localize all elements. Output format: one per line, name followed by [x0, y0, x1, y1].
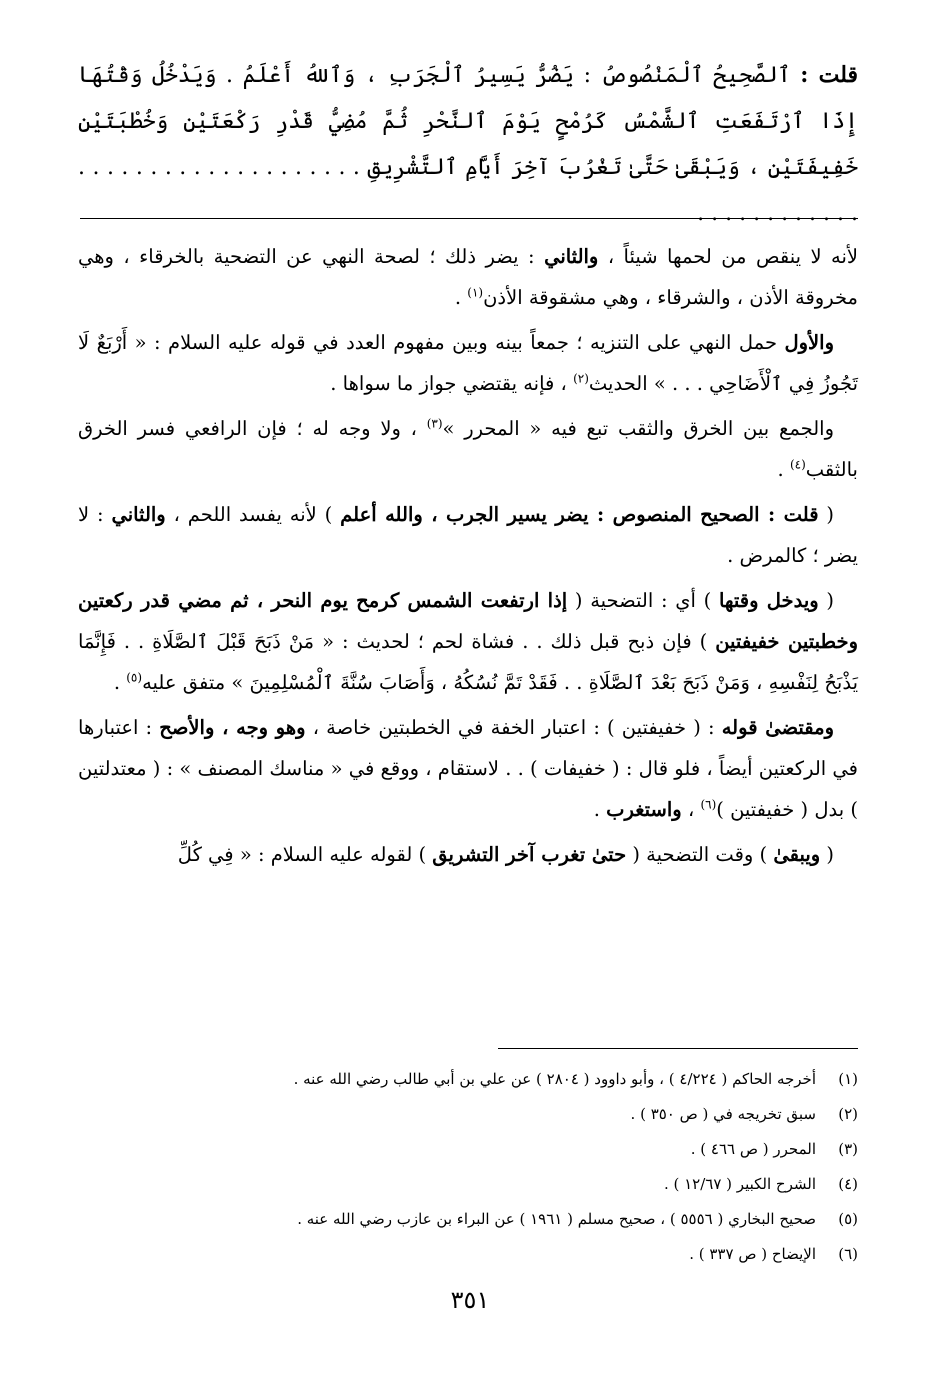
text-run: : اعتبارها في الركعتين أيضاً ، فلو قال : ( خفيفات ) . . لاستقام ، ووقع في « مناسك المصنف » : ( معتدلتين ) بدل ( خفيفتين )	[78, 716, 858, 821]
matn-text-block	[78, 52, 858, 237]
text-run: لأنه لا ينقص من لحمها شيئاً ،	[607, 245, 859, 268]
bold-run: والثاني	[544, 245, 599, 268]
footnote-text: المحرر ( ص ٤٦٦ ) .	[690, 1140, 816, 1158]
commentary-paragraph-7	[78, 834, 858, 875]
footnote-ref: (٣)	[426, 416, 443, 431]
bold-run: والأول	[784, 331, 834, 354]
text-run: ) لأنه يفسد اللحم ،	[173, 503, 333, 526]
footnote-item	[78, 1097, 858, 1132]
commentary-paragraph-4	[78, 494, 858, 576]
footnote-item	[78, 1202, 858, 1237]
footnote-separator	[498, 1048, 858, 1049]
commentary-paragraph-5	[78, 580, 858, 703]
commentary-paragraph-1	[78, 236, 858, 318]
matn-separator	[80, 218, 858, 219]
bold-run: حتىٰ تغرب آخر التشريق	[432, 843, 627, 866]
footnote-ref: (٥)	[126, 670, 143, 685]
bold-run: ويبقىٰ	[773, 843, 821, 866]
footnotes-block	[78, 1062, 858, 1272]
page-number: ٣٥١	[450, 1286, 490, 1314]
text-run: .	[593, 798, 600, 821]
bold-run: قلت : الصحيح المنصوص : يضر يسير الجرب ، والله أعلم	[340, 503, 819, 526]
footnote-number: (١)	[838, 1070, 858, 1088]
footnote-ref: (٦)	[700, 797, 717, 812]
footnote-item	[78, 1132, 858, 1167]
footnote-number: (٥)	[838, 1210, 858, 1228]
text-run: حمل النهي على التنزيه ؛ جمعاً بينه وبين مفهوم العدد في قوله عليه السلام : « أَرْبَعٌ لَا تَجُوزُ فِي ٱلْأَضَاحِي . . . » الحديث	[78, 331, 858, 395]
text-run: ،	[687, 798, 695, 821]
text-run: ، ولا وجه له ؛ فإن الرافعي فسر الخرق بالثقب	[78, 417, 858, 481]
footnote-text: سبق تخريجه في ( ص ٣٥٠ ) .	[630, 1105, 816, 1123]
text-run: ) فإن ذبح قبل ذلك . . فشاة لحم ؛ لحديث : « مَنْ ذَبَحَ قَبْلَ ٱلصَّلَاةِ . . فَإِنَّمَا يَذْبَحُ لِنَفْسِهِ ، وَمَنْ ذَبَحَ بَعْدَ ٱلصَّلَاةِ . . فَقَدْ تَمَّ نُسُكُهُ ، وَأَصَابَ سُنَّةَ ٱلْمُسْلِمِينَ » متفق عليه	[78, 630, 858, 694]
bold-run: واستغرب	[606, 798, 682, 821]
footnote-number: (٦)	[838, 1245, 858, 1263]
matn-body: ٱلصَّحِيحُ ٱلْمَنْصُوصُ : يَضُرُّ يَسِيرُ ٱلْجَرَبِ ، وَٱللهُ أَعْلَمُ . وَيَدْخُلُ وَقْتُهَا إِذَا ٱرْتَفَعَتِ ٱلشَّمْسُ كَرُمْحٍ يَوْمَ ٱلنَّحْرِ ثُمَّ مُضِيُّ قَدْرِ رَكْعَتَيْنِ وَخُطْبَتَيْنِ خَفِيفَتَيْنِ ، وَيَبْقَىٰ حَتَّىٰ تَغْرُبَ آخِرَ أَيَّامِ ٱلتَّشْرِيقِ . . . . . . . . . . . . . . . . . . . . . . . . . . . . . . . .	[78, 63, 858, 226]
footnote-number: (٤)	[838, 1175, 858, 1193]
text-run: (	[826, 589, 835, 612]
text-run: ) لقوله عليه السلام : « فِي كُلِّ	[177, 843, 427, 866]
commentary-paragraph-6	[78, 707, 858, 830]
text-run: ) وقت التضحية (	[632, 843, 768, 866]
matn-label: قلت :	[800, 62, 858, 88]
text-run: (	[826, 843, 834, 866]
text-run: ، فإنه يقتضي جواز ما سواها .	[330, 372, 567, 395]
bold-run: ومقتضىٰ قوله	[721, 716, 835, 739]
text-run: .	[454, 286, 462, 309]
text-run: ) أي : التضحية (	[574, 589, 712, 612]
footnote-item	[78, 1062, 858, 1097]
text-run: : ( خفيفتين ) : اعتبار الخفة في الخطبتين خاصة ،	[312, 716, 715, 739]
text-run: والجمع بين الخرق والثقب تبع فيه « المحرر »	[442, 417, 835, 440]
footnote-ref: (٤)	[789, 457, 806, 472]
text-run: : يضر ذلك ؛ لصحة النهي عن التضحية بالخرقاء ، وهي مخروقة الأذن ، والشرقاء ، وهي مشقوقة الأذن	[78, 245, 858, 309]
bold-run: وهو وجه ، والأصح	[159, 716, 306, 739]
bold-run: إذا ارتفعت الشمس كرمح يوم النحر ، ثم مضي قدر ركعتين وخطبتين خفيفتين	[78, 589, 858, 653]
text-run: .	[113, 671, 121, 694]
bold-run: ويدخل وقتها	[718, 589, 819, 612]
footnote-ref: (١)	[467, 285, 484, 300]
commentary-paragraph-2	[78, 322, 858, 404]
footnote-item	[78, 1237, 858, 1272]
text-run: : لا يضر ؛ كالمرض .	[78, 503, 858, 567]
text-run: .	[777, 458, 784, 481]
commentary-paragraph-3	[78, 408, 858, 490]
footnote-item	[78, 1167, 858, 1202]
footnote-number: (٢)	[838, 1105, 858, 1123]
text-run: (	[826, 503, 835, 526]
footnote-number: (٣)	[838, 1140, 858, 1158]
bold-run: والثاني	[111, 503, 166, 526]
footnote-ref: (٢)	[573, 371, 589, 386]
footnote-text: أخرجه الحاكم ( ٤/٢٢٤ ) ، وأبو داوود ( ٢٨٠٤ ) عن علي بن أبي طالب رضي الله عنه .	[293, 1070, 816, 1088]
footnote-text: الإيضاح ( ص ٣٣٧ ) .	[689, 1245, 816, 1263]
footnote-text: صحيح البخاري ( ٥٥٥٦ ) ، صحيح مسلم ( ١٩٦١ ) عن البراء بن عازب رضي الله عنه .	[297, 1210, 816, 1228]
footnote-text: الشرح الكبير ( ١٢/٦٧ ) .	[663, 1175, 816, 1193]
commentary-block	[78, 236, 858, 879]
